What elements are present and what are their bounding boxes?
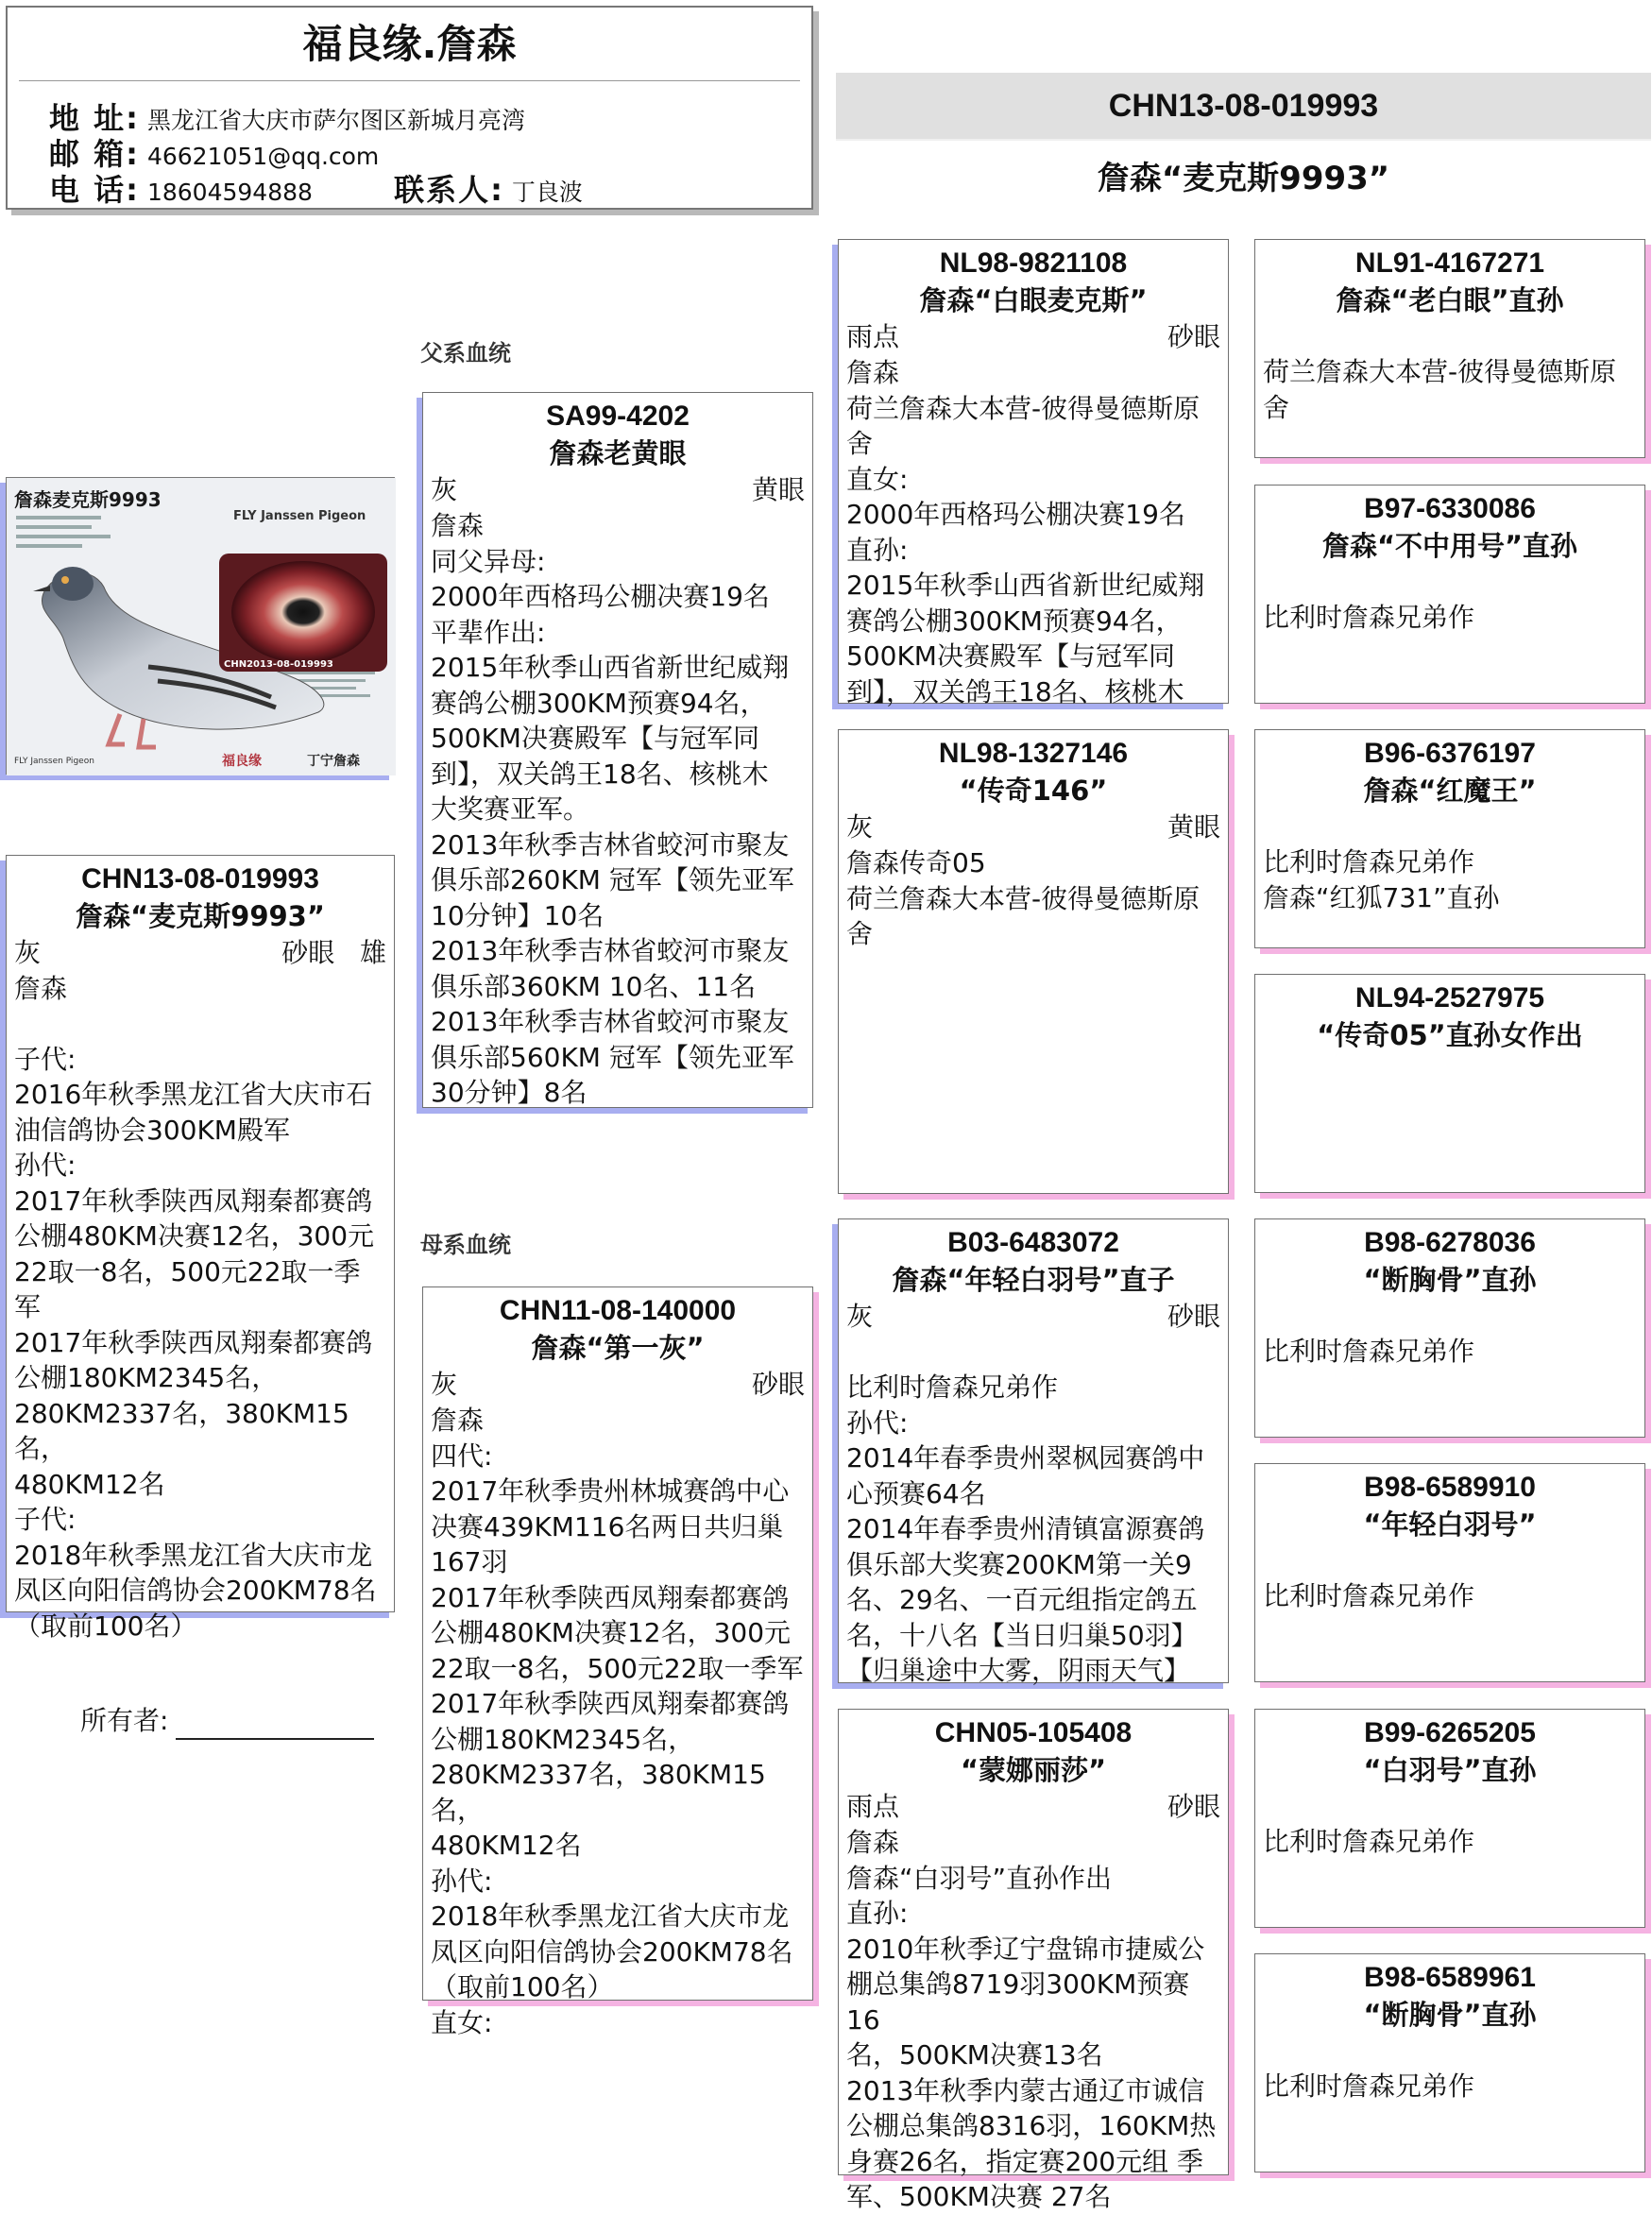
record-line: 2016年秋季黑龙江省大庆市石 (14, 1079, 373, 1110)
record-line: 2013年秋季吉林省蛟河市聚友 (431, 935, 790, 966)
phone-label: 电 话: (49, 172, 140, 208)
email-value: 46621051@qq.com (146, 143, 380, 170)
owner-signature-line (176, 1712, 374, 1740)
record-line: 孙代: (431, 1865, 493, 1897)
record-line: 名，500KM决赛13名 (846, 2039, 1103, 2070)
record-line: 荷兰詹森大本营-彼得曼德斯原 (846, 392, 1201, 424)
record-line: 比利时詹森兄弟作 (1263, 2070, 1475, 2102)
grandparent-color: 雨点 (846, 1791, 900, 1822)
record-line: 480KM12名 (14, 1468, 165, 1500)
grandparent-ring: NL98-9821108 (939, 247, 1128, 279)
great-grandparent-name: “传奇05”直孙女作出 (1317, 1019, 1583, 1051)
record-line: 直女: (846, 463, 909, 495)
record-line: 凤区向阳信鸽协会200KM78名 (14, 1575, 377, 1606)
record-line (1263, 319, 1637, 354)
great-grandparent-ring: NL91-4167271 (1354, 247, 1545, 279)
address-row (49, 100, 525, 139)
great-grandparent-record-list (1263, 1299, 1637, 1370)
record-line: 480KM12名 (431, 1830, 582, 1861)
record-line: 2013年秋季吉林省蛟河市聚友 (431, 1006, 790, 1037)
record-line: 舍 (846, 428, 874, 459)
subject-ring: CHN13-08-019993 (81, 863, 319, 895)
record-line: 赛鸽公棚300KM预赛94名， (431, 687, 767, 719)
spacer (846, 1335, 1220, 1370)
great-grandparent-card-7 (1254, 1709, 1645, 1928)
record-line: 比利时詹森兄弟作 (1263, 1336, 1475, 1367)
record-line: 2000年西格玛公棚决赛19名 (431, 581, 770, 612)
grandparent-name: “蒙娜丽莎” (960, 1754, 1107, 1786)
record-line (1263, 1789, 1637, 1824)
record-line: 公棚480KM决赛12名，300元 (431, 1617, 792, 1648)
photo-banner: 詹森麦克斯9993 (14, 488, 162, 511)
record-line: 俱乐部560KM 冠军【领先亚军 (431, 1041, 794, 1073)
record-line: 2014年春季贵州翠枫园赛鸽中 (846, 1442, 1205, 1474)
record-line: 比利时詹森兄弟作 (1263, 602, 1475, 633)
record-line (1263, 1543, 1637, 1578)
record-line: 280KM2337名，380KM15名， (431, 1759, 766, 1826)
record-line: 平辈作出: (431, 616, 546, 648)
subject-attributes (14, 935, 386, 971)
record-line: 棚总集鸽8719羽300KM预赛16 (846, 1968, 1190, 2036)
record-line: 赛鸽公棚300KM预赛94名， (846, 605, 1183, 637)
record-line: 比利时詹森兄弟作 (1263, 1826, 1475, 1857)
grandparent-name: “传奇146” (959, 775, 1108, 807)
breeder-info-box (6, 6, 813, 210)
grandparent-color: 雨点 (846, 321, 900, 352)
grandparent-attributes (846, 1299, 1220, 1335)
grandparent-name: 詹森“白眼麦克斯” (919, 284, 1148, 316)
pedigree-ring-title: CHN13-08-019993 (836, 73, 1651, 139)
sire-card (422, 392, 813, 1108)
photo-brand: 福良缘 (222, 754, 262, 769)
subject-card (6, 855, 395, 1642)
contact-value: 丁良波 (511, 179, 583, 206)
grandparent-eye: 砂眼 (1167, 1791, 1220, 1822)
grandparent-strain: 詹森传奇05 (846, 847, 986, 878)
sire-ring: SA99-4202 (546, 400, 690, 432)
subject-eye: 砂眼 (281, 937, 335, 968)
record-line: （取前100名） (431, 1971, 614, 2002)
record-line: 子代: (14, 1504, 77, 1535)
record-line: 22取一8名，500元22取一季军 (14, 1255, 361, 1322)
record-line: 167羽 (431, 1546, 508, 1577)
great-grandparent-record-list (1263, 2034, 1637, 2104)
record-line: 俱乐部260KM 冠军【领先亚军 (431, 864, 794, 895)
record-line: 公棚180KM2345名， (431, 1723, 695, 1755)
record-line: 公棚180KM2345名， (14, 1362, 279, 1393)
great-grandparent-ring: B98-6589910 (1364, 1472, 1536, 1503)
record-line: 公棚总集鸽8316羽，160KM热 (846, 2110, 1217, 2141)
grandparent-attributes (846, 809, 1220, 845)
sire-color: 灰 (431, 474, 458, 505)
address-value: 黑龙江省大庆市萨尔图区新城月亮湾 (146, 107, 525, 134)
record-line: 比利时詹森兄弟作 (1263, 1580, 1475, 1611)
great-grandparent-card-3 (1254, 729, 1645, 948)
breeder-title: 福良缘.詹森 (19, 8, 800, 81)
great-grandparent-ring: B97-6330086 (1364, 493, 1536, 524)
record-line: 2014年春季贵州清镇富源赛鸽 (846, 1513, 1205, 1544)
great-grandparent-record-list (1263, 1789, 1637, 1860)
record-line: 油信鸽协会300KM殿军 (14, 1114, 290, 1146)
grandparent-record-list (846, 1861, 1220, 2215)
great-grandparent-name: “年轻白羽号” (1363, 1508, 1537, 1541)
record-line: 30分钟】8名 (431, 1077, 588, 1108)
great-grandparent-ring: B96-6376197 (1364, 738, 1536, 769)
record-line: 22取一8名，500元22取一季军 (431, 1652, 804, 1684)
subject-record-list (14, 1042, 386, 1644)
dam-eye: 砂眼 (751, 1369, 805, 1400)
eye-closeup-icon (219, 554, 387, 672)
record-line: 舍 (1263, 391, 1290, 423)
photo-subtitle: FLY Janssen Pigeon (233, 509, 366, 523)
spacer (14, 1007, 386, 1042)
grandparent-card-3 (838, 1218, 1229, 1686)
record-line: 10分钟】10名 (431, 899, 605, 931)
record-line: 名，十八名【当日归巢50羽】 (846, 1619, 1198, 1651)
great-grandparent-ring: B99-6265205 (1364, 1717, 1536, 1748)
record-line: 詹森“白羽号”直孙作出 (846, 1862, 1113, 1894)
phone-row (49, 172, 583, 211)
contact-label: 联系人: (394, 172, 504, 208)
record-line: 军、500KM决赛 27名 (846, 2181, 1112, 2212)
photo-footer-right: 丁宁詹森 (307, 754, 360, 769)
sire-record-list (431, 544, 805, 1111)
record-line: 2013年秋季内蒙古通辽市诚信 (846, 2074, 1205, 2106)
great-grandparent-name: 詹森“不中用号”直孙 (1321, 530, 1578, 562)
record-line: 2015年秋季山西省新世纪威翔 (846, 570, 1205, 601)
great-grandparent-name: “白羽号”直孙 (1363, 1754, 1537, 1786)
grandparent-card-1 (838, 239, 1229, 707)
record-line: 孙代: (846, 1406, 909, 1439)
great-grandparent-ring: B98-6589961 (1364, 1962, 1536, 1993)
grandparent-record-list (846, 881, 1220, 952)
record-line: 2018年秋季黑龙江省大庆市龙 (431, 1900, 790, 1932)
subject-name: 詹森“麦克斯9993” (76, 900, 325, 932)
record-line: 比利时詹森兄弟作 (1263, 846, 1475, 877)
grandparent-name: 詹森“年轻白羽号”直子 (892, 1264, 1175, 1296)
record-line: 比利时詹森兄弟作 (846, 1372, 1059, 1403)
record-line: 俱乐部大奖赛200KM第一关9 (846, 1548, 1192, 1580)
record-line (1263, 809, 1637, 844)
grandparent-strain: 詹森 (846, 1827, 900, 1858)
record-line (1263, 565, 1637, 600)
subject-color: 灰 (14, 937, 42, 968)
great-grandparent-card-1 (1254, 239, 1645, 458)
title-divider (836, 139, 1651, 141)
record-line: 公棚480KM决赛12名，300元 (14, 1220, 375, 1252)
grandparent-strain: 詹森 (846, 357, 900, 388)
record-line: 2000年西格玛公棚决赛19名 (846, 499, 1185, 530)
grandparent-record-list (846, 1370, 1220, 1689)
record-line: 2015年秋季山西省新世纪威翔 (431, 652, 790, 683)
grandparent-card-2 (838, 729, 1229, 1194)
record-line: 到】，双关鸽王18名、核桃木 (431, 758, 769, 790)
record-line: 四代: (431, 1440, 493, 1472)
record-line: 同父异母: (431, 545, 546, 577)
record-line: 荷兰詹森大本营-彼得曼德斯原 (1263, 356, 1617, 387)
record-line: 子代: (14, 1043, 77, 1075)
record-line: 500KM决赛殿军【与冠军同 (846, 640, 1175, 672)
record-line: （取前100名） (14, 1610, 197, 1642)
record-line: 2018年秋季黑龙江省大庆市龙 (14, 1539, 373, 1571)
record-line: 2010年秋季辽宁盘锦市捷威公 (846, 1933, 1205, 1965)
great-grandparent-record-list (1263, 809, 1637, 915)
pigeon-photo (6, 477, 395, 775)
record-line: 凤区向阳信鸽协会200KM78名 (431, 1935, 793, 1968)
dam-attributes (431, 1367, 805, 1403)
great-grandparent-record-list (1263, 319, 1637, 425)
great-grandparent-card-2 (1254, 485, 1645, 704)
owner-label: 所有者: (80, 1705, 169, 1736)
record-line: 大奖赛亚军。 (431, 793, 590, 825)
phone-value: 18604594888 (146, 179, 313, 206)
record-line: 身赛26名，指定赛200元组 季 (846, 2145, 1203, 2177)
record-line: 500KM决赛殿军【与冠军同 (431, 723, 759, 754)
record-line: 心预赛64名 (846, 1477, 986, 1509)
grandparent-ring: B03-6483072 (947, 1227, 1119, 1258)
great-grandparent-name: “断胸骨”直孙 (1363, 1999, 1537, 2031)
record-line: 荷兰詹森大本营-彼得曼德斯原 (846, 882, 1201, 914)
record-line: 舍 (846, 918, 874, 949)
subject-sex: 雄 (359, 937, 386, 968)
dam-strain: 詹森 (431, 1405, 485, 1436)
record-line: 2013年秋季吉林省蛟河市聚友 (431, 828, 790, 860)
record-line (1263, 2034, 1637, 2069)
grandparent-eye: 黄眼 (1167, 811, 1220, 843)
photo-footer-left: FLY Janssen Pigeon (14, 757, 94, 766)
owner-field (80, 1702, 374, 1740)
dam-ring: CHN11-08-140000 (499, 1295, 737, 1326)
photo-ring: CHN2013-08-019993 (224, 659, 333, 670)
record-line: 詹森“红狐731”直孙 (1263, 881, 1500, 913)
grandparent-color: 灰 (846, 1301, 874, 1332)
dam-name: 詹森“第一灰” (531, 1332, 705, 1364)
record-line: 孙代: (14, 1150, 77, 1181)
email-row (49, 136, 379, 175)
record-line: 决赛439KM116名两日共归巢 (431, 1510, 784, 1542)
great-grandparent-card-6 (1254, 1463, 1645, 1682)
record-line: 2017年秋季陕西凤翔秦都赛鸽 (431, 1581, 790, 1613)
pedigree-name-title: 詹森“麦克斯9993” (1097, 160, 1390, 197)
grandparent-eye: 砂眼 (1167, 1301, 1220, 1332)
sire-strain: 詹森 (431, 510, 485, 541)
great-grandparent-name: “断胸骨”直孙 (1363, 1264, 1537, 1296)
great-grandparent-card-5 (1254, 1218, 1645, 1438)
record-line: 名、29名、一百元组指定鸽五 (846, 1584, 1198, 1615)
grandparent-color: 灰 (846, 811, 874, 843)
great-grandparent-name: 詹森“红魔王” (1363, 775, 1537, 807)
record-line: 直女: (431, 2006, 493, 2038)
subject-strain: 詹森 (14, 973, 68, 1004)
record-line: 2017年秋季陕西凤翔秦都赛鸽 (431, 1688, 790, 1719)
pigeon-photo-art (7, 478, 396, 775)
great-grandparent-record-list (1263, 565, 1637, 636)
great-grandparent-name: 詹森“老白眼”直孙 (1336, 284, 1564, 316)
record-line: 直孙: (846, 1898, 909, 1929)
great-grandparent-card-8 (1254, 1953, 1645, 2172)
record-line: 2017年秋季陕西凤翔秦都赛鸽 (14, 1184, 373, 1217)
record-line: 俱乐部360KM 10名、11名 (431, 970, 757, 1002)
record-line (1263, 1299, 1637, 1334)
great-grandparent-ring: B98-6278036 (1364, 1227, 1536, 1258)
dam-card (422, 1286, 813, 2038)
grandparent-attributes (846, 1789, 1220, 1825)
record-line: 280KM2337名，380KM15名， (14, 1397, 349, 1464)
dam-line-label: 母系血统 (420, 1232, 511, 1258)
great-grandparent-card-4 (1254, 974, 1645, 1193)
grandparent-attributes (846, 319, 1220, 355)
record-line: 到】，双关鸽王18名、核桃木 (846, 675, 1184, 707)
dam-record-list (431, 1439, 805, 2041)
grandparent-card-4 (838, 1709, 1229, 2212)
dam-color: 灰 (431, 1369, 458, 1400)
great-grandparent-record-list (1263, 1543, 1637, 1614)
sire-attributes (431, 472, 805, 508)
record-line: 直孙: (846, 534, 909, 566)
record-line: 【归巢途中大雾，阴雨天气】 (846, 1655, 1191, 1686)
sire-line-label: 父系血统 (420, 340, 511, 366)
grandparent-record-list (846, 391, 1220, 710)
email-label: 邮 箱: (49, 136, 140, 172)
grandparent-ring: NL98-1327146 (938, 738, 1129, 769)
record-line: 2017年秋季贵州林城赛鸽中心 (431, 1475, 790, 1507)
great-grandparent-ring: NL94-2527975 (1354, 982, 1545, 1014)
grandparent-eye: 砂眼 (1167, 321, 1220, 352)
sire-eye: 黄眼 (751, 474, 805, 505)
record-line: 2017年秋季陕西凤翔秦都赛鸽 (14, 1326, 373, 1358)
grandparent-ring: CHN05-105408 (934, 1717, 1133, 1748)
address-label: 地 址: (49, 100, 140, 136)
sire-name: 詹森老黄眼 (549, 437, 687, 469)
